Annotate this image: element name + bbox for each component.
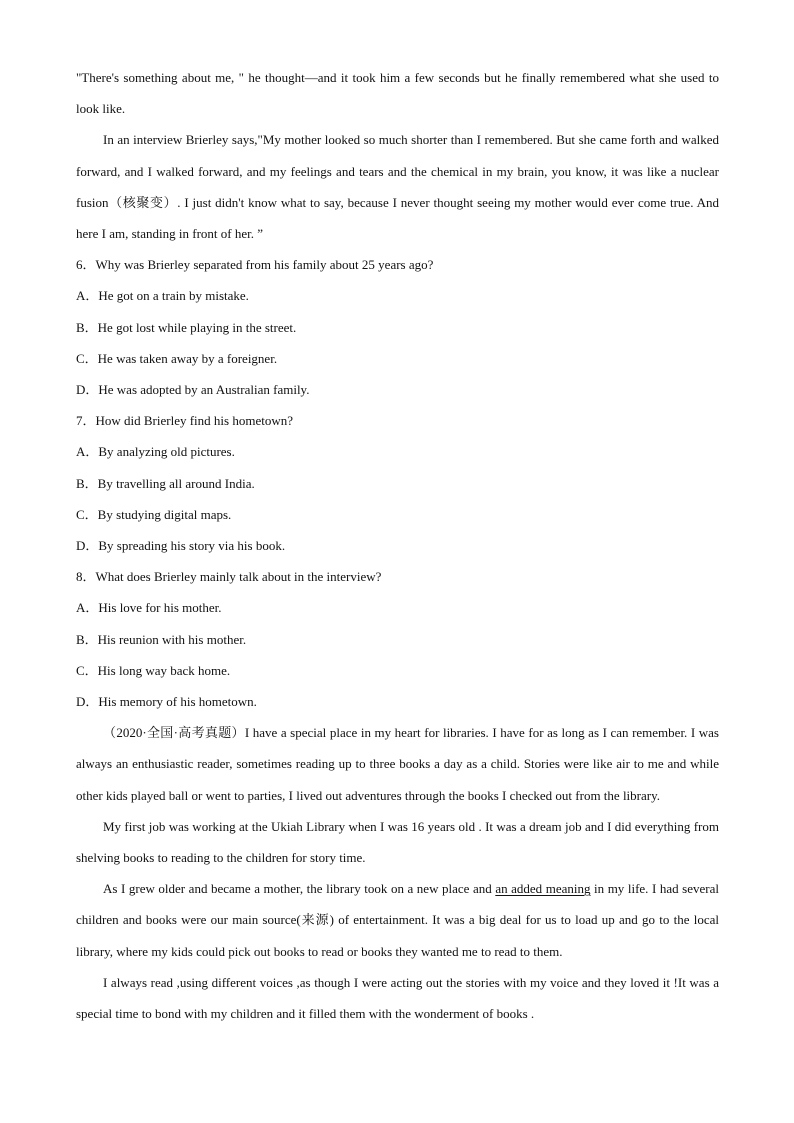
option-c: C．He was taken away by a foreigner. bbox=[76, 350, 278, 366]
passage2-paragraph-4: I always read ,using different voices ,as though I were acting out the stories with my voice and they loved it !It was a special time to bond with my children and it filled them with the wonderment of books . bbox=[76, 974, 719, 1022]
option-a: A．By analyzing old pictures. bbox=[76, 444, 235, 460]
option-d: D．By spreading his story via his book. bbox=[76, 538, 286, 554]
question-stem: 6．Why was Brierley separated from his family about 25 years ago? bbox=[76, 257, 434, 273]
passage2-paragraph-3 bbox=[76, 873, 719, 967]
paragraph-text-before: As I grew older and became a mother, the library took on a new place and bbox=[103, 881, 496, 897]
option-d: D．His memory of his hometown. bbox=[76, 694, 257, 710]
option-d: D．He was adopted by an Australian family. bbox=[76, 382, 310, 398]
question-8 bbox=[76, 561, 719, 717]
question-stem: 7．How did Brierley find his hometown? bbox=[76, 413, 293, 429]
question-stem: 8．What does Brierley mainly talk about in the interview? bbox=[76, 569, 382, 585]
document-page bbox=[76, 62, 719, 1029]
option-b: B．His reunion with his mother. bbox=[76, 631, 247, 647]
question-6 bbox=[76, 249, 719, 405]
question-7 bbox=[76, 405, 719, 561]
option-a: A．His love for his mother. bbox=[76, 600, 222, 616]
passage1-paragraph-end: "There's something about me, " he thought—and it took him a few seconds but he finally remembered what she used to look like. bbox=[76, 70, 719, 117]
option-c: C．By studying digital maps. bbox=[76, 506, 232, 522]
option-b: B．By travelling all around India. bbox=[76, 475, 255, 491]
option-a: A．He got on a train by mistake. bbox=[76, 288, 249, 304]
passage2-paragraph-1: （2020·全国·高考真题）I have a special place in my heart for libraries. I have for as long as I can remember. I was always an enthusiastic reader, sometimes reading up to three books a day as a child. Stories were like air to me and while other kids played ball or went to parties, I lived out adventures through the books I checked out from the library. bbox=[76, 725, 719, 803]
option-c: C．His long way back home. bbox=[76, 662, 231, 678]
paragraph-text-after: in my life. I had several children and books were our main source(来源) of entertainment. It was a big deal for us to load up and go to the local library, where my kids could pick out books to read or books they wanted me to read to them. bbox=[76, 881, 719, 959]
underlined-phrase: an added meaning bbox=[495, 881, 591, 897]
passage2-paragraph-2: My first job was working at the Ukiah Library when I was 16 years old . It was a dream job and I did everything from shelving books to reading to the children for story time. bbox=[76, 818, 719, 866]
option-b: B．He got lost while playing in the street. bbox=[76, 319, 297, 335]
passage1-paragraph-interview: In an interview Brierley says,"My mother looked so much shorter than I remembered. But she came forth and walked forward, and I walked forward, and my feelings and tears and the chemical in my brain, you know, it was like a nuclear fusion（核聚变）. I just didn't know what to say, because I never thought seeing my mother would ever come true. And here I am, standing in front of her. ” bbox=[76, 132, 719, 242]
